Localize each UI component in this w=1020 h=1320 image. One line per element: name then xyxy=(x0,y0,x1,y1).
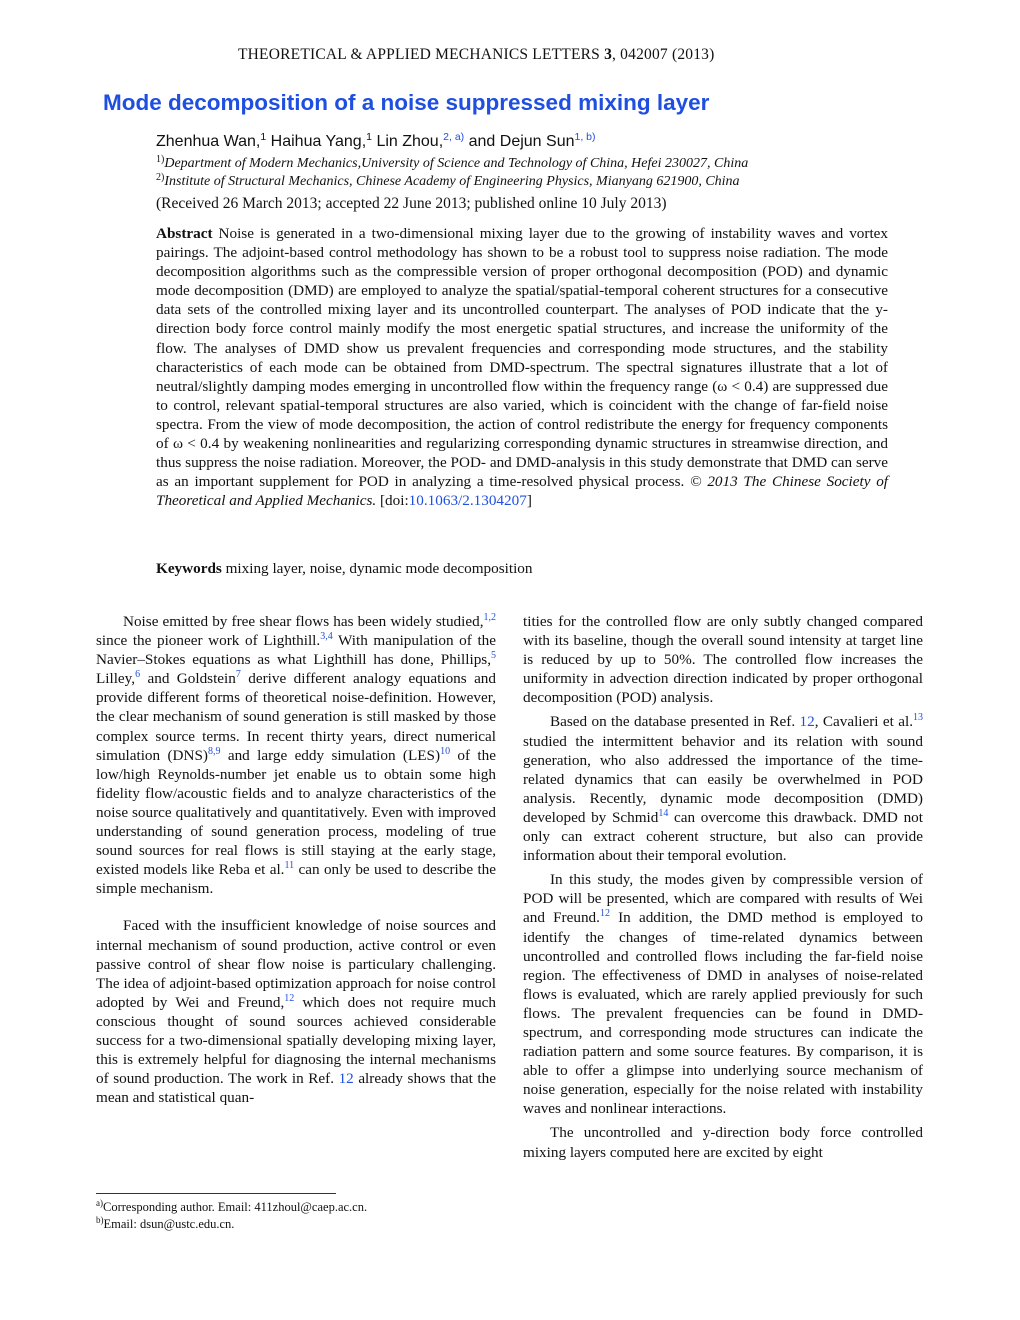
citation-link[interactable]: 12 xyxy=(338,1070,354,1088)
paragraph: The uncontrolled and y-direction body force controlled mixing layers computed here are excited by eight xyxy=(523,1124,923,1161)
keywords-heading: Keywords xyxy=(156,560,222,577)
copyright-notice: © 2013 The Chinese Society of Theoretical and Applied Mechanics. xyxy=(156,473,889,510)
author-name: and Dejun Sun xyxy=(468,133,575,150)
abstract: Abstract Noise is generated in a two-dimensional mixing layer due to the growing of instability waves and vortex pairings. The adjoint-based control methodology has shown to be a robust tool to suppress noise radiation. The mode decomposition algorithms such as the compressible version of proper orthogonal decomposition (POD) and dynamic mode decomposition (DMD) are employed to analyze the spatial/spatial-temporal coherent structures for a consecutive data sets of the controlled mixing layer and its uncontrolled counterpart. The analyses of POD indicate that the y-direction body force control mainly modify the most energetic spatial structures, and increase the uniformity of the flow. The analyses of DMD show us prevalent frequencies and corresponding mode structures, and the stability characteristics of each mode can be obtained from DMD-spectrum. The spectral signatures illustrate that a lot of neutral/slightly damping modes emerging in uncontrolled flow within the frequency range (ω < 0.4) are suppressed due to control, relevant spatial-temporal structures are also varied, which is coincident with the change of far-field noise spectra. From the view of mode decomposition, the action of control redistribute the energy for frequency components of ω < 0.4 by weakening nonlinearities and regularizing corresponding dynamic structures in streamwise direction, and thus suppress the noise radiation. Moreover, the POD- and DMD-analysis in this study demonstrate that DMD can serve as an important supplement for POD in analyzing a time-resolved physical process. © 2013 The Chinese Society of Theoretical and Applied Mechanics. [doi:10.1063/2.1304207] xyxy=(156,225,889,510)
footnote-corresponding-author: $^{a)}$Corresponding author. Email: 411zhoul@caep.ac.cn. xyxy=(96,1198,368,1214)
doi-link[interactable]: 10.1063/2.1304207 xyxy=(408,492,527,510)
left-column xyxy=(96,612,496,1107)
author-affil-mark[interactable]: 2, a) xyxy=(443,131,465,143)
paragraph: Faced with the insufficient knowledge of noise sources and internal mechanism of sound production, active control or even passive control of shear flow noise is particulary challenging. The idea of adjoint-based optimization approach for noise control adopted by Wei and Freund,$^{12}$ which does not require much conscious thought of sound sources achieved considerable success for a two-dimensional spatially developing mixing layer, this is extremely helpful for diagnosing the internal mechanisms of sound production. The work in Ref. 12 already shows that the mean and statistical quan- xyxy=(96,917,496,1107)
journal-volume: 3 xyxy=(604,46,613,63)
citation-link[interactable]: 3,4 xyxy=(320,631,333,643)
citation-link[interactable]: 10 xyxy=(440,745,451,757)
citation-link[interactable]: 14 xyxy=(658,807,669,819)
citation-link[interactable]: 13 xyxy=(913,712,923,724)
paragraph: Noise emitted by free shear flows has been widely studied,$^{1,2}$ since the pioneer work of Lighthill.$^{3,4}$ With manipulation of the Navier–Stokes equations as what Lighthill has done, Phillips,$^5$ Lilley,$^6$ and Goldstein$^7$ derive different analogy equations and provide different forms of theoretical noise-definition. However, the clear mechanism of sound generation is still masked by those complex source terms. In recent thirty years, direct numerical simulation (DNS)$^{8,9}$ and large eddy simulation (LES)$^{10}$ of the low/high Reynolds-number jet enable us to obtain some high fidelity flow/acoustic fields and to analyze characteristics of the noise source qualitatively and quantitatively. Even with improved understanding of sound generation process, modeling of true sound sources for real flows is still staying at the early stage, existed models like Reba et al.$^{11}$ can only be used to describe the simple mechanism. xyxy=(96,612,496,898)
author-name: Lin Zhou, xyxy=(376,133,444,150)
citation-link[interactable]: 8,9 xyxy=(207,745,221,757)
paragraph: tities for the controlled flow are only subtly changed compared with its baseline, though the overall sound intensity at target line is reduced by up to 50%. The controlled flow increases the uniformity in advection direction indicated by proper orthogonal decomposition (POD) analysis. xyxy=(523,613,923,707)
author-affil-mark[interactable]: 1, b) xyxy=(574,131,596,143)
footnote-rule xyxy=(96,1193,336,1194)
footnote-email: $^{b)}$Email: dsun@ustc.edu.cn. xyxy=(96,1215,235,1231)
citation-link[interactable]: 6 xyxy=(135,669,141,681)
citation-link[interactable]: 11 xyxy=(284,860,295,872)
keywords: Keywords mixing layer, noise, dynamic mode decomposition xyxy=(156,560,533,577)
author-affil-mark: 1 xyxy=(260,131,267,143)
paragraph: In this study, the modes given by compressible version of POD will be presented, which are compared with results of Wei and Freund.$^{12}$ In addition, the DMD method is employed to identify the changes of time-related dynamics between uncontrolled and controlled flows including the far-field noise region. The effectiveness of DMD in analyses of noise-related flows is evaluated, which are rarely applied previously for such flows. The prevalent frequencies can be found in DMD-spectrum, and corresponding mode structures can indicate the radiation pattern and some source features. By comparison, it is able to offer a glimpse into underlying source mechanism of noise generation, especially for the noise related with instability waves and nonlinear interactions. xyxy=(523,871,923,1118)
citation-link[interactable]: 5 xyxy=(491,650,496,662)
affiliation-2: $^{2)}$Institute of Structural Mechanics, Chinese Academy of Engineering Physics, Mianyang 621900, China xyxy=(156,172,740,189)
citation-link[interactable]: 12 xyxy=(599,908,610,920)
abstract-body: Noise is generated in a two-dimensional mixing layer due to the growing of instability waves and vortex pairings. The adjoint-based control methodology has shown to be a robust tool to suppress noise radiation. The mode decomposition algorithms such as the compressible version of proper orthogonal decomposition (POD) and dynamic mode decomposition (DMD) are employed to analyze the spatial/spatial-temporal coherent structures for a consecutive data sets of the controlled mixing layer and its uncontrolled counterpart. The analyses of POD indicate that the y-direction body force control mainly modify the most energetic spatial structures, and increase the uniformity of the flow. The analyses of DMD show us prevalent frequencies and corresponding mode structures, and the stability characteristics of each mode can be obtained from DMD-spectrum. The spectral signatures illustrate that a lot of neutral/slightly damping modes emerging in uncontrolled flow within the frequency range (ω < 0.4) are suppressed due to control, relevant spatial-temporal structures are also varied, which is coincident with the change of far-field noise spectra. From the view of mode decomposition, the action of control redistribute the energy for frequency components of ω < 0.4 by weakening nonlinearities and regularizing corresponding dynamic structures in streamwise direction, and thus suppress the noise radiation. Moreover, the POD- and DMD-analysis in this study demonstrate that DMD can serve as an important supplement for POD in analyzing a time-resolved physical process. xyxy=(156,225,889,491)
citation-link[interactable]: 7 xyxy=(235,669,241,681)
author-name: Zhenhua Wan, xyxy=(156,133,261,150)
citation-link[interactable]: 1,2 xyxy=(483,612,496,623)
author-name: Haihua Yang, xyxy=(270,133,367,150)
abstract-heading: Abstract xyxy=(156,225,213,242)
paragraph: Based on the database presented in Ref. 12, Cavalieri et al.$^{13}$ studied the intermittent behavior and its relation with sound generation, who also addressed the importance of the time-related dynamics that can easily be overwhelmed in POD analysis. Recently, dynamic mode decomposition (DMD) developed by Schmid$^{14}$ can overcome this drawback. DMD not only can extract coherent structure, but also can provide information about their temporal evolution. xyxy=(523,712,923,865)
journal-running-head: THEORETICAL & APPLIED MECHANICS LETTERS 3, 042007 (2013) xyxy=(238,46,715,63)
paper-title: Mode decomposition of a noise suppressed mixing layer xyxy=(103,90,710,115)
citation-link[interactable]: 12 xyxy=(799,713,815,731)
author-affil-mark: 1 xyxy=(366,131,372,143)
affiliation-1: $^{1)}$Department of Modern Mechanics,University of Science and Technology of China, Hefei 230027, China xyxy=(156,154,749,171)
citation-link[interactable]: 12 xyxy=(284,992,295,1004)
author-list xyxy=(156,131,856,151)
right-column xyxy=(523,612,923,1162)
received-dates: (Received 26 March 2013; accepted 22 June 2013; published online 10 July 2013) xyxy=(156,195,667,212)
